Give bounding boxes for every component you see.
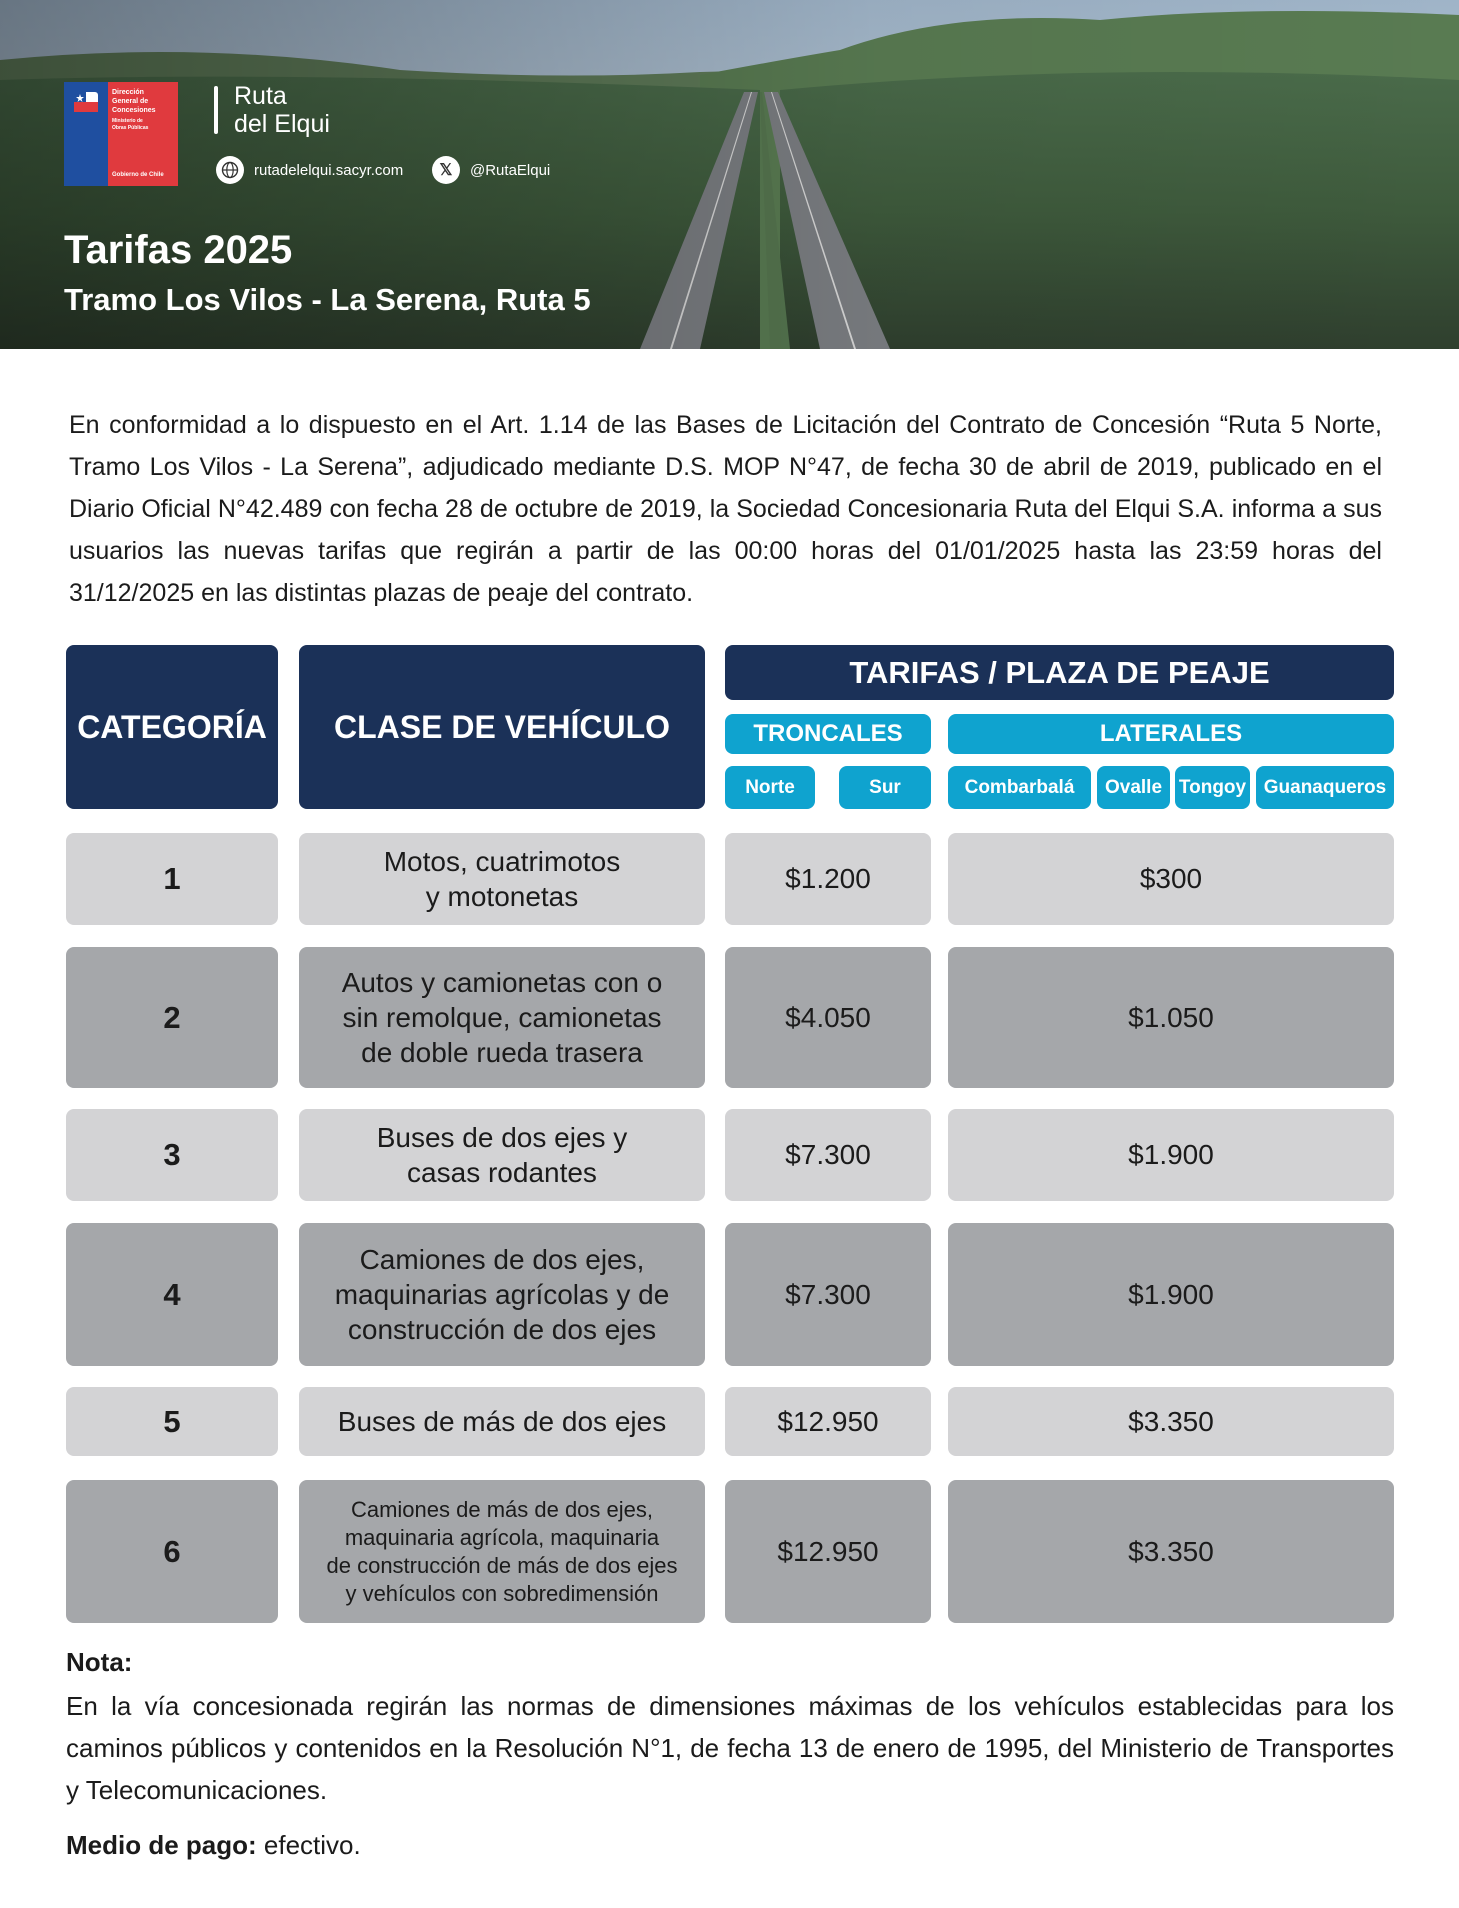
table-row-troncal-price: $12.950 — [725, 1387, 931, 1456]
subheader-norte: Norte — [725, 766, 815, 809]
brand-line-1: Ruta — [234, 82, 287, 110]
note-title: Nota: — [66, 1647, 133, 1677]
vehicle-class-line: casas rodantes — [407, 1157, 597, 1188]
vehicle-class-line: y vehículos con sobredimensión — [345, 1580, 659, 1606]
gov-concessions-logo — [64, 82, 178, 186]
table-row-vehicle-class — [299, 1109, 705, 1201]
globe-icon — [216, 156, 244, 184]
header-tarifas: TARIFAS / PLAZA DE PEAJE — [725, 645, 1394, 700]
vehicle-class-line: y motonetas — [425, 881, 579, 912]
vehicle-class-line: Buses de más de dos ejes — [337, 1406, 667, 1437]
table-row-lateral-price: $1.900 — [948, 1223, 1394, 1366]
gov-logo-ministry — [112, 118, 174, 132]
vehicle-class-line: sin remolque, camionetas — [342, 1002, 662, 1033]
gov-logo-footer: Gobierno de Chile — [112, 172, 164, 178]
subheader-sur: Sur — [839, 766, 931, 809]
page-subtitle: Tramo Los Vilos - La Serena, Ruta 5 — [64, 282, 591, 317]
payment-label: Medio de pago: — [66, 1830, 257, 1860]
gov-logo-line: Dirección — [112, 89, 144, 96]
vehicle-class-line: maquinaria agrícola, maquinaria — [344, 1524, 660, 1550]
subheader-combarbala: Combarbalá — [948, 766, 1091, 809]
table-row-category: 5 — [66, 1387, 278, 1456]
vehicle-class-line: maquinarias agrícolas y de — [334, 1279, 670, 1310]
subheader-guanaqueros: Guanaqueros — [1256, 766, 1394, 809]
table-row-troncal-price: $7.300 — [725, 1223, 931, 1366]
table-row-lateral-price: $1.900 — [948, 1109, 1394, 1201]
gov-logo-ministry-line: Obras Públicas — [112, 125, 149, 131]
vehicle-class-line: de construcción de más de dos ejes — [326, 1552, 678, 1578]
table-row-category: 2 — [66, 947, 278, 1088]
twitter-link[interactable] — [432, 156, 550, 184]
brand-bar — [214, 86, 218, 134]
table-row-vehicle-class — [299, 947, 705, 1088]
brand-name — [234, 82, 330, 138]
intro-paragraph: En conformidad a lo dispuesto en el Art. 1.14 de las Bases de Licitación del Contrato de Concesión “Ruta 5 Norte, Tramo Los Vilos - La Serena”, adjudicado mediante D.S. MOP N°47, de fecha 30 de abril de 2019, publicado en el Diario Oficial N°42.489 con fecha 28 de octubre de 2019, la Sociedad Concesionaria Ruta del Elqui S.A. informa a sus usuarios las nuevas tarifas que regirán a partir de las 00:00 horas del 01/01/2025 hasta las 23:59 horas del 31/12/2025 en las distintas plazas de peaje del contrato. — [69, 411, 1382, 607]
table-row-category: 3 — [66, 1109, 278, 1201]
twitter-handle: @RutaElqui — [470, 161, 551, 179]
table-row-category: 4 — [66, 1223, 278, 1366]
payment-method — [66, 1830, 361, 1861]
table-row-lateral-price: $1.050 — [948, 947, 1394, 1088]
gov-logo-line: Concesiones — [112, 107, 156, 114]
vehicle-class-line: Autos y camionetas con o — [341, 967, 663, 998]
vehicle-class-line: construcción de dos ejes — [347, 1314, 657, 1345]
vehicle-class-line: Buses de dos ejes y — [376, 1122, 628, 1153]
table-row-category: 1 — [66, 833, 278, 925]
vehicle-class-line: Camiones de dos ejes, — [359, 1244, 645, 1275]
table-row-troncal-price: $12.950 — [725, 1480, 931, 1623]
subheader-ovalle: Ovalle — [1097, 766, 1170, 809]
website-link[interactable] — [216, 156, 403, 184]
table-row-vehicle-class — [299, 1480, 705, 1623]
table-row-category: 6 — [66, 1480, 278, 1623]
page-title: Tarifas 2025 — [64, 228, 293, 272]
vehicle-class-line: Motos, cuatrimotos — [383, 846, 621, 877]
table-row-vehicle-class — [299, 833, 705, 925]
header-laterales: LATERALES — [948, 714, 1394, 754]
table-row-troncal-price: $1.200 — [725, 833, 931, 925]
header-troncales: TRONCALES — [725, 714, 931, 754]
table-row-lateral-price: $300 — [948, 833, 1394, 925]
gov-logo-line: General de — [112, 98, 149, 105]
note-text: En la vía concesionada regirán las normas de dimensiones máximas de los vehículos establecidas para los caminos públicos y contenidos en la Resolución N°1, de fecha 13 de enero de 1995, del Ministerio de Transportes y Telecomunicaciones. — [66, 1691, 1394, 1805]
header-categoria: CATEGORÍA — [66, 645, 278, 809]
gov-logo-ministry-line: Ministerio de — [112, 118, 143, 124]
hero-banner — [0, 0, 1459, 349]
table-row-lateral-price: $3.350 — [948, 1480, 1394, 1623]
vehicle-class-line: de doble rueda trasera — [361, 1037, 643, 1068]
website-text: rutadelelqui.sacyr.com — [254, 161, 404, 179]
table-row-vehicle-class — [299, 1223, 705, 1366]
vehicle-class-line: Camiones de más de dos ejes, — [350, 1496, 654, 1522]
subheader-tongoy: Tongoy — [1175, 766, 1250, 809]
table-row-lateral-price: $3.350 — [948, 1387, 1394, 1456]
x-twitter-icon: 𝕏 — [432, 156, 460, 184]
chile-shield-icon — [72, 88, 100, 116]
brand-line-2: del Elqui — [234, 110, 330, 138]
table-row-troncal-price: $7.300 — [725, 1109, 931, 1201]
header-clase-vehiculo: CLASE DE VEHÍCULO — [299, 645, 705, 809]
table-row-vehicle-class — [299, 1387, 705, 1456]
table-row-troncal-price: $4.050 — [725, 947, 931, 1088]
payment-value: efectivo. — [256, 1830, 361, 1860]
